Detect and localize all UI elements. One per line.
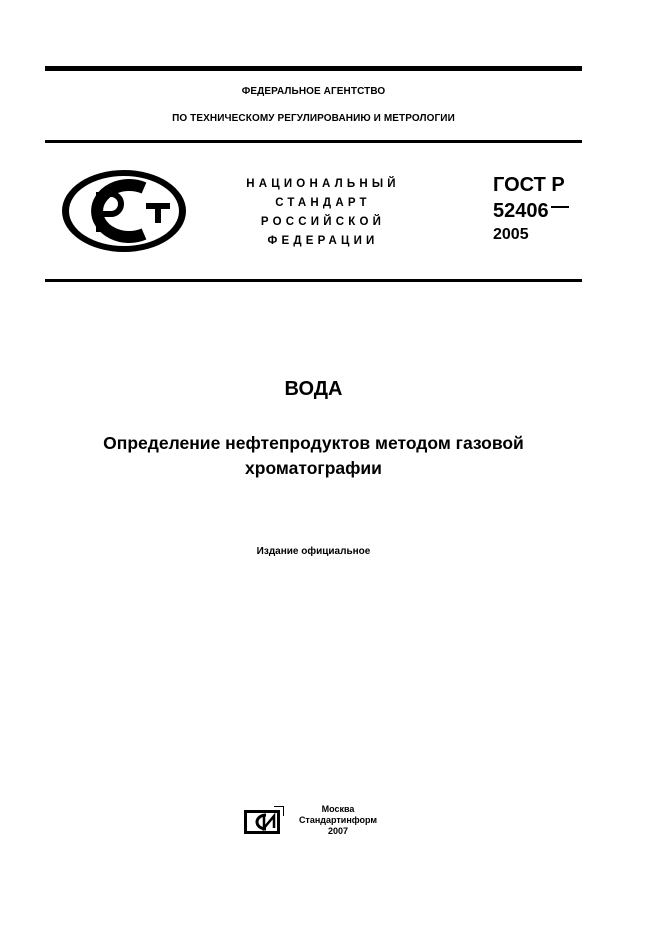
gost-year: 2005 [493,226,529,243]
document-subtitle [45,431,582,481]
bottom-rule [45,279,582,282]
standard-line-1: НАЦИОНАЛЬНЫЙ [246,178,400,190]
agency-line-2: ПО ТЕХНИЧЕСКОМУ РЕГУЛИРОВАНИЮ И МЕТРОЛОГИИ [172,113,455,124]
publisher-info [292,804,384,837]
standartinform-logo-icon [244,806,284,836]
middle-rule [45,140,582,143]
standard-line-4: ФЕДЕРАЦИИ [267,235,379,247]
subtitle-line-1: Определение нефтепродуктов методом газовой [103,433,524,453]
standard-line-2: СТАНДАРТ [275,197,371,209]
rst-certification-logo-icon [60,168,188,254]
gost-dash [551,206,569,208]
publisher-city: Москва [321,804,355,814]
gost-number: 52406 [493,200,549,222]
top-rule [45,66,582,71]
gost-designation [493,172,593,245]
national-standard-label [218,175,428,251]
edition-label: Издание официальное [256,546,371,557]
standard-line-3: РОССИЙСКОЙ [260,216,386,228]
document-title: ВОДА [284,378,343,400]
publisher-year: 2007 [327,826,349,836]
subtitle-line-2: хроматографии [245,458,382,478]
agency-line-1: ФЕДЕРАЛЬНОЕ АГЕНТСТВО [241,86,386,97]
gost-prefix: ГОСТ Р [493,174,565,196]
publisher-name: Стандартинформ [298,815,378,825]
gost-number-row [493,198,593,224]
